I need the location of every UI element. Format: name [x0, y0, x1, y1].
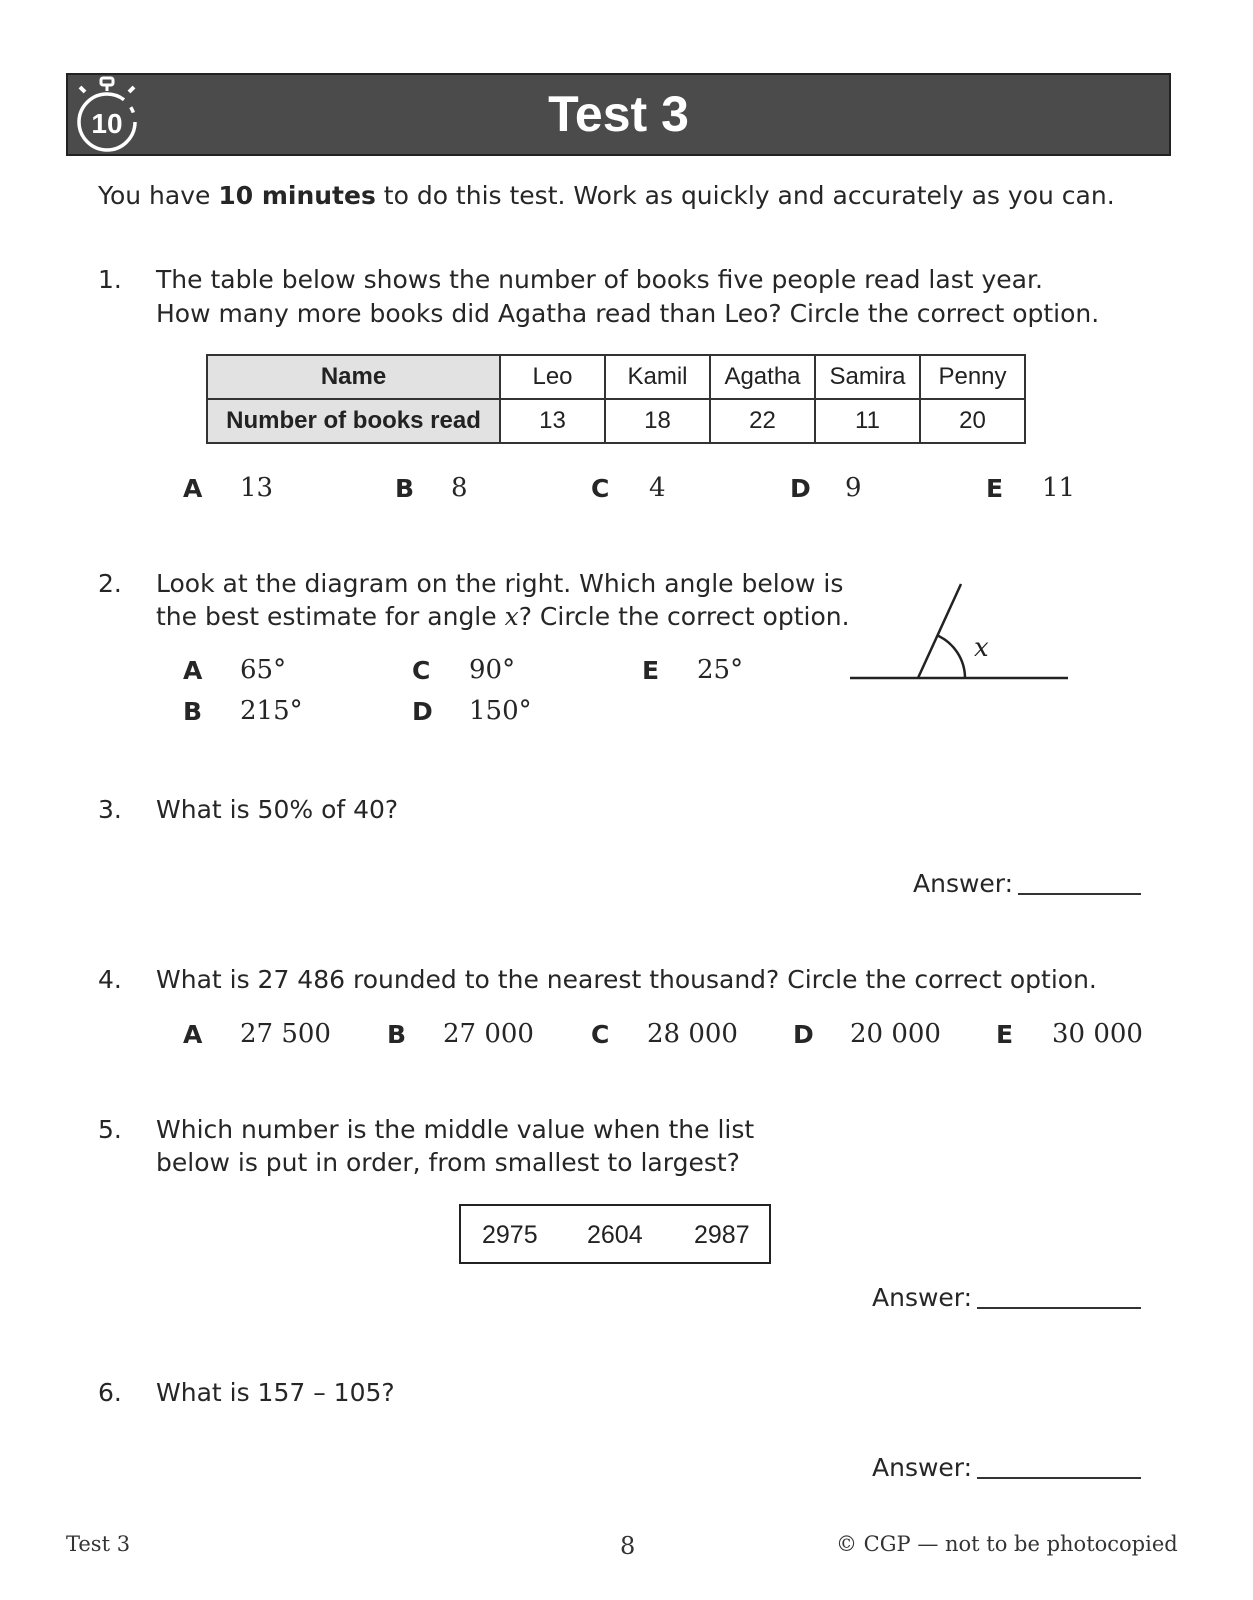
list-item: 2987: [694, 1221, 750, 1249]
table-row-header-name: Name: [207, 355, 500, 399]
angle-label: x: [974, 633, 989, 663]
list-item: 2604: [587, 1221, 643, 1249]
option-letter[interactable]: A: [183, 474, 203, 503]
table-cell-books: 20: [920, 399, 1025, 443]
option-letter[interactable]: D: [790, 474, 811, 503]
question-1-line-2: How many more books did Agatha read than Leo? Circle the correct option.: [156, 299, 1100, 328]
question-5-number: 5.: [98, 1115, 122, 1144]
table-cell-books: 18: [605, 399, 710, 443]
table-cell-name: Leo: [500, 355, 605, 399]
list-item: 2975: [482, 1221, 538, 1249]
footer-test-label: Test 3: [66, 1532, 131, 1556]
question-4-number: 4.: [98, 965, 122, 994]
option-value[interactable]: 28 000: [647, 1019, 738, 1049]
table-cell-name: Agatha: [710, 355, 815, 399]
option-value[interactable]: 27 000: [443, 1019, 534, 1049]
option-letter[interactable]: E: [986, 474, 1004, 503]
question-1-number: 1.: [98, 265, 122, 294]
option-letter[interactable]: B: [183, 697, 203, 726]
table-cell-name: Penny: [920, 355, 1025, 399]
question-1-line-1: The table below shows the number of books five people read last year.: [156, 265, 1043, 294]
option-letter[interactable]: B: [395, 474, 415, 503]
option-letter[interactable]: E: [996, 1020, 1014, 1049]
option-letter[interactable]: C: [591, 1020, 610, 1049]
option-value[interactable]: 65°: [240, 655, 287, 685]
option-letter[interactable]: E: [642, 656, 660, 685]
question-2-number: 2.: [98, 569, 122, 598]
option-letter[interactable]: A: [183, 656, 203, 685]
question-4-text: What is 27 486 rounded to the nearest thousand? Circle the correct option.: [156, 965, 1097, 994]
stopwatch-icon: [74, 76, 142, 156]
angle-diagram: [850, 578, 1070, 683]
option-letter[interactable]: C: [591, 474, 610, 503]
books-table: [206, 354, 1026, 444]
question-5-line-1: Which number is the middle value when the list: [156, 1115, 755, 1144]
number-list-box: [459, 1204, 771, 1264]
option-value[interactable]: 13: [240, 473, 274, 503]
option-value[interactable]: 30 000: [1052, 1019, 1143, 1049]
option-value[interactable]: 27 500: [240, 1019, 331, 1049]
option-value[interactable]: 11: [1042, 473, 1076, 503]
table-cell-books: 11: [815, 399, 920, 443]
question-2-line-1: Look at the diagram on the right. Which angle below is: [156, 569, 844, 598]
page-title: Test 3: [548, 86, 689, 142]
option-letter[interactable]: D: [412, 697, 433, 726]
intro-text: You have 10 minutes to do this test. Work as quickly and accurately as you can.: [98, 181, 1115, 210]
table-cell-name: Kamil: [605, 355, 710, 399]
table-cell-books: 22: [710, 399, 815, 443]
option-letter[interactable]: C: [412, 656, 431, 685]
table-row: [207, 355, 1025, 399]
copyright-notice: © CGP — not to be photocopied: [836, 1532, 1178, 1556]
table-row-header-books: Number of books read: [207, 399, 500, 443]
option-value[interactable]: 20 000: [850, 1019, 941, 1049]
page-number: 8: [620, 1532, 636, 1560]
option-value[interactable]: 150°: [469, 696, 532, 726]
answer-field[interactable]: [977, 1477, 1141, 1479]
option-letter[interactable]: A: [183, 1020, 203, 1049]
option-value[interactable]: 8: [451, 473, 468, 503]
answer-label: Answer:: [872, 1453, 973, 1482]
option-value[interactable]: 215°: [240, 696, 303, 726]
option-value[interactable]: 9: [845, 473, 862, 503]
answer-label: Answer:: [913, 869, 1014, 898]
answer-field[interactable]: [977, 1307, 1141, 1309]
option-value[interactable]: 4: [649, 473, 666, 503]
option-letter[interactable]: D: [793, 1020, 814, 1049]
question-6-number: 6.: [98, 1378, 122, 1407]
question-3-number: 3.: [98, 795, 122, 824]
answer-field[interactable]: [1018, 893, 1141, 895]
question-5-line-2: below is put in order, from smallest to largest?: [156, 1148, 740, 1177]
table-row: [207, 399, 1025, 443]
table-cell-books: 13: [500, 399, 605, 443]
question-6-text: What is 157 – 105?: [156, 1378, 395, 1407]
question-3-text: What is 50% of 40?: [156, 795, 399, 824]
option-value[interactable]: 25°: [697, 655, 744, 685]
table-cell-name: Samira: [815, 355, 920, 399]
option-letter[interactable]: B: [387, 1020, 407, 1049]
answer-label: Answer:: [872, 1283, 973, 1312]
option-value[interactable]: 90°: [469, 655, 516, 685]
timer-label: 10: [91, 108, 123, 139]
question-2-line-2: the best estimate for angle x? Circle the correct option.: [156, 602, 850, 631]
